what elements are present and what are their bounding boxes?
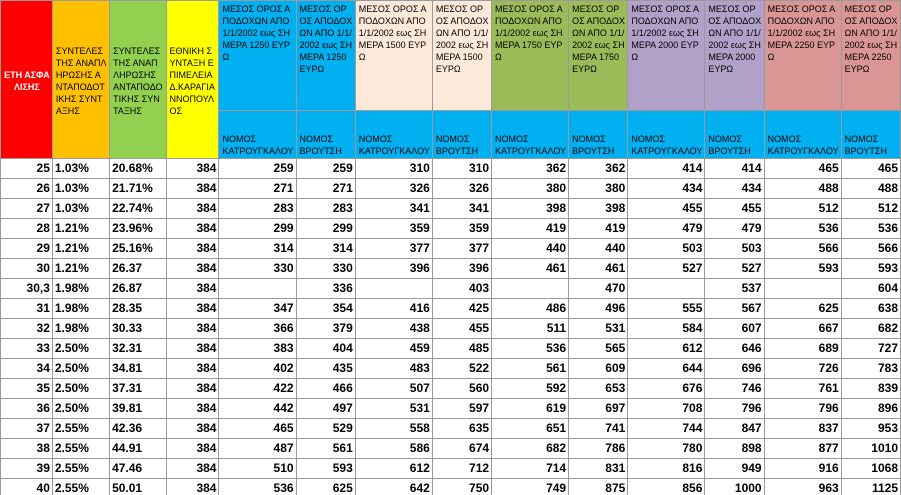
table-cell[interactable]: 404: [296, 339, 355, 359]
table-cell[interactable]: 512: [764, 199, 841, 219]
table-cell[interactable]: 561: [492, 359, 569, 379]
table-cell[interactable]: 537: [705, 279, 764, 299]
table-cell[interactable]: 651: [492, 419, 569, 439]
table-cell[interactable]: 416: [355, 299, 432, 319]
table-row: [1, 379, 901, 399]
table-row: [1, 419, 901, 439]
table-cell[interactable]: 839: [841, 379, 900, 399]
group-header-1500-b[interactable]: ΜΕΣΟΣ ΟΡΟΣ ΑΠΟΔΟΧΩΝ ΑΠΟ 1/1/2002 εως ΣΗΜΕΡΑ 1500 ΕΥΡΩ: [432, 1, 491, 111]
table-cell[interactable]: 380: [569, 179, 628, 199]
table-cell[interactable]: 39: [1, 459, 53, 479]
table-cell[interactable]: 384: [166, 419, 219, 439]
table-cell[interactable]: 402: [219, 359, 296, 379]
table-cell[interactable]: 511: [492, 319, 569, 339]
table-cell[interactable]: 1.98%: [52, 319, 109, 339]
table-cell[interactable]: 384: [166, 219, 219, 239]
group-header-1750-b[interactable]: ΜΕΣΟΣ ΟΡΟΣ ΑΠΟΔΟΧΩΝ ΑΠΟ 1/1/2002 εως ΣΗΜΕΡΑ 1750 ΕΥΡΩ: [569, 1, 628, 111]
table-cell[interactable]: 689: [764, 339, 841, 359]
subheader-vroutsi[interactable]: ΝΟΜΟΣ ΒΡΟΥΤΣΗ: [296, 111, 355, 159]
table-cell[interactable]: 465: [764, 159, 841, 179]
table-cell[interactable]: 816: [628, 459, 705, 479]
table-cell[interactable]: 536: [219, 479, 296, 495]
table-cell[interactable]: 29: [1, 239, 53, 259]
table-cell[interactable]: 34.81: [110, 359, 166, 379]
table-cell[interactable]: 682: [492, 439, 569, 459]
table-cell[interactable]: 37: [1, 419, 53, 439]
table-cell[interactable]: 676: [628, 379, 705, 399]
group-header-1250-b[interactable]: ΜΕΣΟΣ ΟΡΟΣ ΑΠΟΔΟΧΩΝ ΑΠΟ 1/1/2002 εως ΣΗΜΕΡΑ 1250 ΕΥΡΩ: [296, 1, 355, 111]
table-cell[interactable]: 2.50%: [52, 359, 109, 379]
table-cell[interactable]: 419: [569, 219, 628, 239]
table-cell[interactable]: 714: [492, 459, 569, 479]
table-cell[interactable]: 330: [219, 259, 296, 279]
table-cell[interactable]: 336: [296, 279, 355, 299]
table-cell[interactable]: [355, 279, 432, 299]
table-cell[interactable]: 398: [492, 199, 569, 219]
table-row: [1, 219, 901, 239]
table-cell[interactable]: 531: [569, 319, 628, 339]
table-cell[interactable]: 25.16%: [110, 239, 166, 259]
subheader-katrougalou[interactable]: ΝΟΜΟΣ ΚΑΤΡΟΥΓΚΑΛΟΥ: [628, 111, 705, 159]
table-cell[interactable]: 708: [628, 399, 705, 419]
table-cell[interactable]: 783: [841, 359, 900, 379]
table-cell[interactable]: 953: [841, 419, 900, 439]
table-cell[interactable]: 42.36: [110, 419, 166, 439]
table-cell[interactable]: 22.74%: [110, 199, 166, 219]
table-cell[interactable]: 44.91: [110, 439, 166, 459]
table-cell[interactable]: 40: [1, 479, 53, 495]
table-cell[interactable]: 50.01: [110, 479, 166, 495]
table-cell[interactable]: 567: [705, 299, 764, 319]
table-cell[interactable]: 527: [628, 259, 705, 279]
table-cell[interactable]: 419: [492, 219, 569, 239]
subheader-vroutsi[interactable]: ΝΟΜΟΣ ΒΡΟΥΤΣΗ: [569, 111, 628, 159]
table-cell[interactable]: 362: [492, 159, 569, 179]
table-cell[interactable]: 479: [705, 219, 764, 239]
table-cell[interactable]: 283: [219, 199, 296, 219]
table-cell[interactable]: 786: [569, 439, 628, 459]
table-cell[interactable]: 366: [219, 319, 296, 339]
table-row: [1, 339, 901, 359]
table-cell[interactable]: 459: [355, 339, 432, 359]
table-cell[interactable]: 1.98%: [52, 279, 109, 299]
table-cell[interactable]: 609: [569, 359, 628, 379]
table-cell[interactable]: 396: [355, 259, 432, 279]
table-cell[interactable]: 23.96%: [110, 219, 166, 239]
table-cell[interactable]: 299: [296, 219, 355, 239]
table-cell[interactable]: 479: [628, 219, 705, 239]
table-row: [1, 439, 901, 459]
table-cell[interactable]: 440: [569, 239, 628, 259]
table-cell[interactable]: 341: [355, 199, 432, 219]
table-cell[interactable]: 403: [432, 279, 491, 299]
subheader-vroutsi[interactable]: ΝΟΜΟΣ ΒΡΟΥΤΣΗ: [841, 111, 900, 159]
table-cell[interactable]: 597: [432, 399, 491, 419]
table-cell[interactable]: 488: [841, 179, 900, 199]
table-cell[interactable]: 510: [219, 459, 296, 479]
table-cell[interactable]: 593: [841, 259, 900, 279]
table-cell[interactable]: 455: [628, 199, 705, 219]
table-cell[interactable]: 536: [492, 339, 569, 359]
table-cell[interactable]: 259: [296, 159, 355, 179]
table-cell[interactable]: 1.03%: [52, 199, 109, 219]
table-cell[interactable]: 35: [1, 379, 53, 399]
table-cell[interactable]: 384: [166, 479, 219, 495]
table-cell[interactable]: [628, 279, 705, 299]
table-cell[interactable]: 529: [296, 419, 355, 439]
table-cell[interactable]: [764, 279, 841, 299]
table-cell[interactable]: 28: [1, 219, 53, 239]
table-cell[interactable]: 384: [166, 199, 219, 219]
table-cell[interactable]: 667: [764, 319, 841, 339]
table-cell[interactable]: 619: [492, 399, 569, 419]
table-cell[interactable]: 496: [569, 299, 628, 319]
table-cell[interactable]: 522: [432, 359, 491, 379]
table-cell[interactable]: 604: [841, 279, 900, 299]
table-cell[interactable]: 780: [628, 439, 705, 459]
table-cell[interactable]: 28.35: [110, 299, 166, 319]
table-row: [1, 179, 901, 199]
table-cell[interactable]: 384: [166, 299, 219, 319]
table-cell[interactable]: 299: [219, 219, 296, 239]
table-cell[interactable]: 2.50%: [52, 339, 109, 359]
table-cell[interactable]: 625: [296, 479, 355, 495]
table-cell[interactable]: 750: [432, 479, 491, 495]
table-row: [1, 199, 901, 219]
table-cell[interactable]: 653: [569, 379, 628, 399]
table-cell[interactable]: 461: [569, 259, 628, 279]
table-cell[interactable]: 831: [569, 459, 628, 479]
subheader-vroutsi[interactable]: ΝΟΜΟΣ ΒΡΟΥΤΣΗ: [705, 111, 764, 159]
table-cell[interactable]: 326: [355, 179, 432, 199]
table-cell[interactable]: 354: [296, 299, 355, 319]
subheader-katrougalou[interactable]: ΝΟΜΟΣ ΚΑΤΡΟΥΓΚΑΛΟΥ: [355, 111, 432, 159]
table-cell[interactable]: 1010: [841, 439, 900, 459]
table-cell[interactable]: 434: [705, 179, 764, 199]
table-cell[interactable]: 380: [492, 179, 569, 199]
table-cell[interactable]: 20.68%: [110, 159, 166, 179]
table-cell[interactable]: 2.55%: [52, 459, 109, 479]
group-header-1250-a[interactable]: ΜΕΣΟΣ ΟΡΟΣ ΑΠΟΔΟΧΩΝ ΑΠΟ 1/1/2002 εως ΣΗΜΕΡΑ 1250 ΕΥΡΩ: [219, 1, 296, 111]
table-cell[interactable]: 512: [841, 199, 900, 219]
table-cell[interactable]: 558: [355, 419, 432, 439]
table-cell[interactable]: 856: [628, 479, 705, 495]
header-years[interactable]: ΕΤΗ ΑΣΦΑΛΙΣΗΣ: [1, 1, 53, 159]
table-cell[interactable]: 377: [432, 239, 491, 259]
table-cell[interactable]: 566: [841, 239, 900, 259]
table-cell[interactable]: 593: [296, 459, 355, 479]
table-cell[interactable]: 584: [628, 319, 705, 339]
table-cell[interactable]: 384: [166, 399, 219, 419]
table-cell[interactable]: 877: [764, 439, 841, 459]
table-cell[interactable]: 435: [296, 359, 355, 379]
table-cell[interactable]: 422: [219, 379, 296, 399]
table-cell[interactable]: 625: [764, 299, 841, 319]
table-cell[interactable]: 384: [166, 379, 219, 399]
table-cell[interactable]: 837: [764, 419, 841, 439]
table-cell[interactable]: 644: [628, 359, 705, 379]
table-cell[interactable]: 565: [569, 339, 628, 359]
table-cell[interactable]: 1.21%: [52, 239, 109, 259]
header-replacement-rate[interactable]: ΣΥΝΤΕΛΕΣΤΗΣ ΑΝΑΠΛΗΡΩΣΗΣ ΑΝΤΑΠΟΔΟΤΙΚΗΣ ΣΥΝΤΑΞΗΣ: [52, 1, 109, 159]
table-row: [1, 319, 901, 339]
table-cell[interactable]: 642: [355, 479, 432, 495]
table-cell[interactable]: 682: [841, 319, 900, 339]
table-cell[interactable]: [492, 279, 569, 299]
table-row: [1, 459, 901, 479]
table-cell[interactable]: 398: [569, 199, 628, 219]
table-row: [1, 299, 901, 319]
table-cell[interactable]: 486: [492, 299, 569, 319]
subheader-vroutsi[interactable]: ΝΟΜΟΣ ΒΡΟΥΤΣΗ: [432, 111, 491, 159]
table-cell[interactable]: 796: [764, 399, 841, 419]
table-cell[interactable]: 746: [705, 379, 764, 399]
table-cell[interactable]: 326: [432, 179, 491, 199]
table-cell[interactable]: 384: [166, 239, 219, 259]
table-cell[interactable]: 566: [764, 239, 841, 259]
table-cell[interactable]: 697: [569, 399, 628, 419]
table-cell[interactable]: 37.31: [110, 379, 166, 399]
table-cell[interactable]: 384: [166, 459, 219, 479]
table-cell[interactable]: 34: [1, 359, 53, 379]
table-cell[interactable]: 466: [296, 379, 355, 399]
table-cell[interactable]: 32.31: [110, 339, 166, 359]
group-header-1500-a[interactable]: ΜΕΣΟΣ ΟΡΟΣ ΑΠΟΔΟΧΩΝ ΑΠΟ 1/1/2002 εως ΣΗΜΕΡΑ 1500 ΕΥΡΩ: [355, 1, 432, 111]
table-cell[interactable]: 555: [628, 299, 705, 319]
table-cell[interactable]: 314: [219, 239, 296, 259]
table-cell[interactable]: 674: [432, 439, 491, 459]
table-cell[interactable]: 503: [705, 239, 764, 259]
group-header-2000-a[interactable]: ΜΕΣΟΣ ΟΡΟΣ ΑΠΟΔΟΧΩΝ ΑΠΟ 1/1/2002 εως ΣΗΜΕΡΑ 2000 ΕΥΡΩ: [628, 1, 705, 111]
table-cell[interactable]: 32: [1, 319, 53, 339]
group-header-2000-b[interactable]: ΜΕΣΟΣ ΟΡΟΣ ΑΠΟΔΟΧΩΝ ΑΠΟ 1/1/2002 εως ΣΗΜΕΡΑ 2000 ΕΥΡΩ: [705, 1, 764, 111]
table-cell[interactable]: 898: [705, 439, 764, 459]
table-cell[interactable]: 39.81: [110, 399, 166, 419]
table-cell[interactable]: 593: [764, 259, 841, 279]
table-cell[interactable]: 359: [432, 219, 491, 239]
table-row: [1, 399, 901, 419]
table-cell[interactable]: 26.87: [110, 279, 166, 299]
table-cell[interactable]: 455: [705, 199, 764, 219]
subheader-katrougalou[interactable]: ΝΟΜΟΣ ΚΑΤΡΟΥΓΚΑΛΟΥ: [492, 111, 569, 159]
table-cell[interactable]: 2.55%: [52, 479, 109, 495]
table-cell[interactable]: 949: [705, 459, 764, 479]
subheader-katrougalou[interactable]: ΝΟΜΟΣ ΚΑΤΡΟΥΓΚΑΛΟΥ: [219, 111, 296, 159]
table-cell[interactable]: 341: [432, 199, 491, 219]
table-cell[interactable]: 741: [569, 419, 628, 439]
table-cell[interactable]: 635: [432, 419, 491, 439]
table-cell[interactable]: 438: [355, 319, 432, 339]
table-cell[interactable]: 414: [705, 159, 764, 179]
table-cell[interactable]: 586: [355, 439, 432, 459]
table-cell[interactable]: 330: [296, 259, 355, 279]
table-cell[interactable]: 26.37: [110, 259, 166, 279]
table-cell[interactable]: 503: [628, 239, 705, 259]
table-cell[interactable]: 362: [569, 159, 628, 179]
group-header-2250-b[interactable]: ΜΕΣΟΣ ΟΡΟΣ ΑΠΟΔΟΧΩΝ ΑΠΟ 1/1/2002 εως ΣΗΜΕΡΑ 2250 ΕΥΡΩ: [841, 1, 900, 111]
table-cell[interactable]: 271: [296, 179, 355, 199]
table-cell[interactable]: 560: [432, 379, 491, 399]
table-row: [1, 259, 901, 279]
table-cell[interactable]: 497: [296, 399, 355, 419]
header-national-pension[interactable]: ΕΘΝΙΚΗ ΣΥΝΤΑΞΗ ΕΠΙΜΕΛΕΙΑ Δ.ΚΑΡΑΓΙΑΝΝΟΠΟΥΛΟΣ: [166, 1, 219, 159]
table-cell[interactable]: 527: [705, 259, 764, 279]
table-cell[interactable]: 2.50%: [52, 379, 109, 399]
table-cell[interactable]: 27: [1, 199, 53, 219]
table-row: [1, 279, 901, 299]
table-cell[interactable]: 646: [705, 339, 764, 359]
table-cell[interactable]: 727: [841, 339, 900, 359]
table-cell[interactable]: 26: [1, 179, 53, 199]
table-cell[interactable]: 1.98%: [52, 299, 109, 319]
table-cell[interactable]: 712: [432, 459, 491, 479]
table-cell[interactable]: 507: [355, 379, 432, 399]
table-cell[interactable]: 536: [841, 219, 900, 239]
table-row: [1, 359, 901, 379]
table-cell[interactable]: 310: [355, 159, 432, 179]
table-cell[interactable]: 875: [569, 479, 628, 495]
table-row: [1, 239, 901, 259]
table-cell[interactable]: 383: [219, 339, 296, 359]
table-cell[interactable]: 30.33: [110, 319, 166, 339]
table-cell[interactable]: 761: [764, 379, 841, 399]
table-cell[interactable]: 36: [1, 399, 53, 419]
table-cell[interactable]: 455: [432, 319, 491, 339]
table-cell[interactable]: 47.46: [110, 459, 166, 479]
table-cell[interactable]: 465: [219, 419, 296, 439]
table-cell[interactable]: 483: [355, 359, 432, 379]
table-cell[interactable]: 536: [764, 219, 841, 239]
table-cell[interactable]: 1125: [841, 479, 900, 495]
table-cell[interactable]: 384: [166, 179, 219, 199]
table-cell[interactable]: 347: [219, 299, 296, 319]
table-cell[interactable]: 384: [166, 159, 219, 179]
table-cell[interactable]: 30,3: [1, 279, 53, 299]
table-cell[interactable]: 749: [492, 479, 569, 495]
table-cell[interactable]: [219, 279, 296, 299]
table-cell[interactable]: 561: [296, 439, 355, 459]
table-cell[interactable]: 1.03%: [52, 179, 109, 199]
table-cell[interactable]: 1000: [705, 479, 764, 495]
table-cell[interactable]: 847: [705, 419, 764, 439]
table-cell[interactable]: 2.55%: [52, 419, 109, 439]
table-cell[interactable]: 379: [296, 319, 355, 339]
table-cell[interactable]: 33: [1, 339, 53, 359]
table-cell[interactable]: 271: [219, 179, 296, 199]
table-cell[interactable]: 2.55%: [52, 439, 109, 459]
table-cell[interactable]: 1.21%: [52, 219, 109, 239]
table-cell[interactable]: 465: [841, 159, 900, 179]
table-cell[interactable]: 696: [705, 359, 764, 379]
table-cell[interactable]: 384: [166, 279, 219, 299]
table-cell[interactable]: 531: [355, 399, 432, 419]
table-cell[interactable]: 384: [166, 439, 219, 459]
table-cell[interactable]: 612: [628, 339, 705, 359]
table-cell[interactable]: 796: [705, 399, 764, 419]
table-cell[interactable]: 592: [492, 379, 569, 399]
table-cell[interactable]: 726: [764, 359, 841, 379]
table-cell[interactable]: 396: [432, 259, 491, 279]
table-cell[interactable]: 384: [166, 319, 219, 339]
table-cell[interactable]: 21.71%: [110, 179, 166, 199]
table-cell[interactable]: 1068: [841, 459, 900, 479]
table-cell[interactable]: 487: [219, 439, 296, 459]
table-cell[interactable]: 283: [296, 199, 355, 219]
table-cell[interactable]: 461: [492, 259, 569, 279]
table-cell[interactable]: 38: [1, 439, 53, 459]
table-cell[interactable]: 414: [628, 159, 705, 179]
table-cell[interactable]: 442: [219, 399, 296, 419]
table-cell[interactable]: 916: [764, 459, 841, 479]
table-cell[interactable]: 485: [432, 339, 491, 359]
table-cell[interactable]: 30: [1, 259, 53, 279]
table-cell[interactable]: 425: [432, 299, 491, 319]
table-cell[interactable]: 488: [764, 179, 841, 199]
table-cell[interactable]: 1.03%: [52, 159, 109, 179]
table-cell[interactable]: 384: [166, 339, 219, 359]
table-cell[interactable]: 310: [432, 159, 491, 179]
group-header-2250-a[interactable]: ΜΕΣΟΣ ΟΡΟΣ ΑΠΟΔΟΧΩΝ ΑΠΟ 1/1/2002 εως ΣΗΜΕΡΑ 2250 ΕΥΡΩ: [764, 1, 841, 111]
table-cell[interactable]: 1.21%: [52, 259, 109, 279]
table-cell[interactable]: 638: [841, 299, 900, 319]
table-row: [1, 479, 901, 495]
subheader-katrougalou[interactable]: ΝΟΜΟΣ ΚΑΤΡΟΥΓΚΑΛΟΥ: [764, 111, 841, 159]
table-cell[interactable]: 314: [296, 239, 355, 259]
table-cell[interactable]: 744: [628, 419, 705, 439]
table-cell[interactable]: 434: [628, 179, 705, 199]
table-cell[interactable]: 470: [569, 279, 628, 299]
table-cell[interactable]: 377: [355, 239, 432, 259]
header-replacement-rate-total[interactable]: ΣΥΝΤΕΛΕΣΤΗΣ ΑΝΑΠΛΗΡΩΣΗΣ ΑΝΤΑΠΟΔΟΤΙΚΗΣ ΣΥΝΤΑΞΗΣ: [110, 1, 166, 159]
table-cell[interactable]: 259: [219, 159, 296, 179]
table-cell[interactable]: 384: [166, 259, 219, 279]
table-cell[interactable]: 2.50%: [52, 399, 109, 419]
table-cell[interactable]: 359: [355, 219, 432, 239]
table-cell[interactable]: 612: [355, 459, 432, 479]
table-cell[interactable]: 440: [492, 239, 569, 259]
table-cell[interactable]: 384: [166, 359, 219, 379]
table-cell[interactable]: 963: [764, 479, 841, 495]
table-cell[interactable]: 607: [705, 319, 764, 339]
table-cell[interactable]: 25: [1, 159, 53, 179]
table-row: [1, 159, 901, 179]
group-header-1750-a[interactable]: ΜΕΣΟΣ ΟΡΟΣ ΑΠΟΔΟΧΩΝ ΑΠΟ 1/1/2002 εως ΣΗΜΕΡΑ 1750 ΕΥΡΩ: [492, 1, 569, 111]
table-cell[interactable]: 31: [1, 299, 53, 319]
table-body: [1, 159, 901, 495]
table-cell[interactable]: 896: [841, 399, 900, 419]
